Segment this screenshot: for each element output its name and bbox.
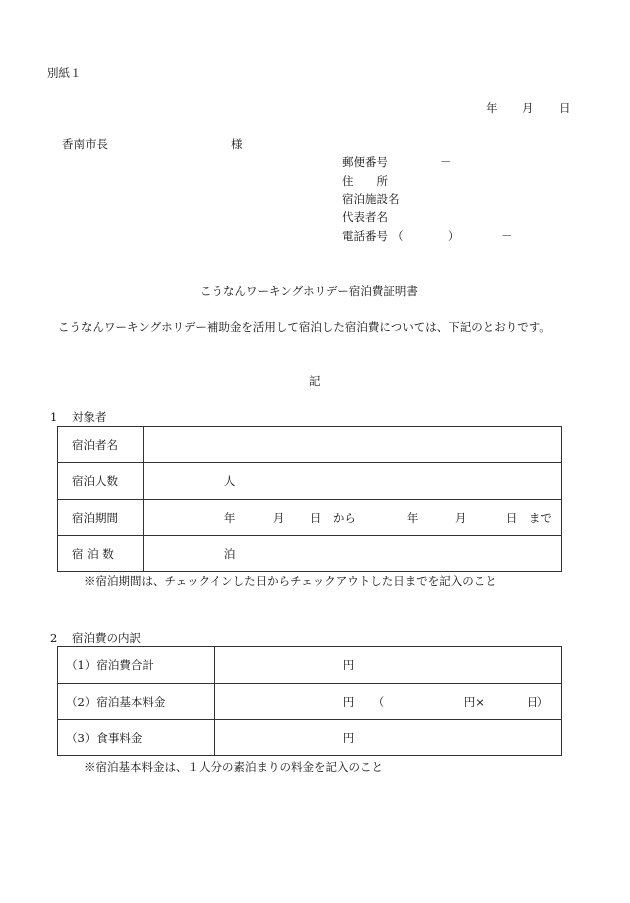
document-title: こうなんワーキングホリデー宿泊費証明書 [200, 284, 418, 298]
total-fee-label: （1）宿泊費合計 [58, 647, 215, 684]
postal-code-label: 郵便番号 [342, 155, 388, 169]
nights-field[interactable] [143, 536, 561, 572]
table-row [58, 647, 562, 684]
period-from-day: 日 [309, 510, 322, 525]
table-row [58, 463, 562, 500]
guest-name-label: 宿泊者名 [58, 427, 144, 463]
facility-name-label: 宿泊施設名 [342, 192, 400, 206]
base-fee-unit: 円 [342, 694, 355, 709]
period-from-label: から [332, 510, 356, 525]
total-fee-field[interactable] [214, 647, 561, 684]
guest-count-label: 宿泊人数 [58, 463, 144, 500]
intro-text: こうなんワーキングホリデー補助金を活用して宿泊した宿泊費については、下記のとおりです。 [58, 320, 551, 334]
period-to-day: 日 [505, 510, 518, 525]
stay-period-field[interactable] [143, 500, 561, 536]
base-fee-paren-open: （ [372, 694, 385, 709]
section1-number: 1 [50, 410, 58, 424]
representative-label: 代表者名 [342, 210, 388, 224]
base-fee-label: （2）宿泊基本料金 [58, 684, 215, 720]
base-fee-field[interactable] [214, 684, 561, 720]
period-from-month: 月 [272, 510, 285, 525]
postal-code-dash: － [440, 155, 452, 169]
phone-paren-close: ） [448, 229, 460, 243]
phone-paren-open: （ [392, 229, 404, 243]
table-row [58, 720, 562, 756]
nights-unit: 泊 [223, 546, 236, 561]
section1-heading: 対象者 [72, 410, 107, 424]
attachment-label: 別紙１ [47, 66, 82, 80]
table-row [58, 536, 562, 572]
guest-count-field[interactable] [143, 463, 561, 500]
section2-heading: 宿泊費の内訳 [72, 631, 141, 645]
table-row [58, 427, 562, 463]
target-person-table [57, 426, 562, 572]
base-fee-paren-close: ） [536, 694, 549, 709]
date-month: 月 [522, 101, 534, 115]
table-row [58, 684, 562, 720]
ki-label: 記 [309, 374, 321, 388]
period-to-month: 月 [454, 510, 467, 525]
nights-label: 宿 泊 数 [58, 536, 144, 572]
base-fee-days: 日 [526, 694, 539, 709]
guest-name-field[interactable] [143, 427, 561, 463]
phone-dash: － [501, 229, 513, 243]
phone-label: 電話番号 [342, 229, 388, 243]
period-to-year: 年 [406, 510, 419, 525]
fee-breakdown-table [57, 646, 562, 756]
meal-fee-label: （3）食事料金 [58, 720, 215, 756]
section1-note: ※宿泊期間は、チェックインした日からチェックアウトした日までを記入のこと [84, 574, 497, 588]
table-row [58, 500, 562, 536]
base-fee-yen-times: 円× [463, 694, 485, 709]
section2-note: ※宿泊基本料金は、１人分の素泊まりの料金を記入のこと [84, 760, 383, 774]
period-from-year: 年 [223, 510, 236, 525]
stay-period-label: 宿泊期間 [58, 500, 144, 536]
period-to-label: まで [528, 510, 552, 525]
meal-fee-field[interactable] [214, 720, 561, 756]
meal-fee-unit: 円 [342, 730, 355, 745]
date-day: 日 [559, 101, 571, 115]
recipient-name: 香南市長 [62, 137, 108, 151]
date-year: 年 [486, 101, 498, 115]
total-fee-unit: 円 [342, 658, 355, 672]
section2-number: 2 [50, 631, 58, 645]
guest-count-unit: 人 [223, 474, 236, 488]
recipient-honorific: 様 [231, 137, 243, 151]
address-label: 住 所 [342, 174, 388, 188]
